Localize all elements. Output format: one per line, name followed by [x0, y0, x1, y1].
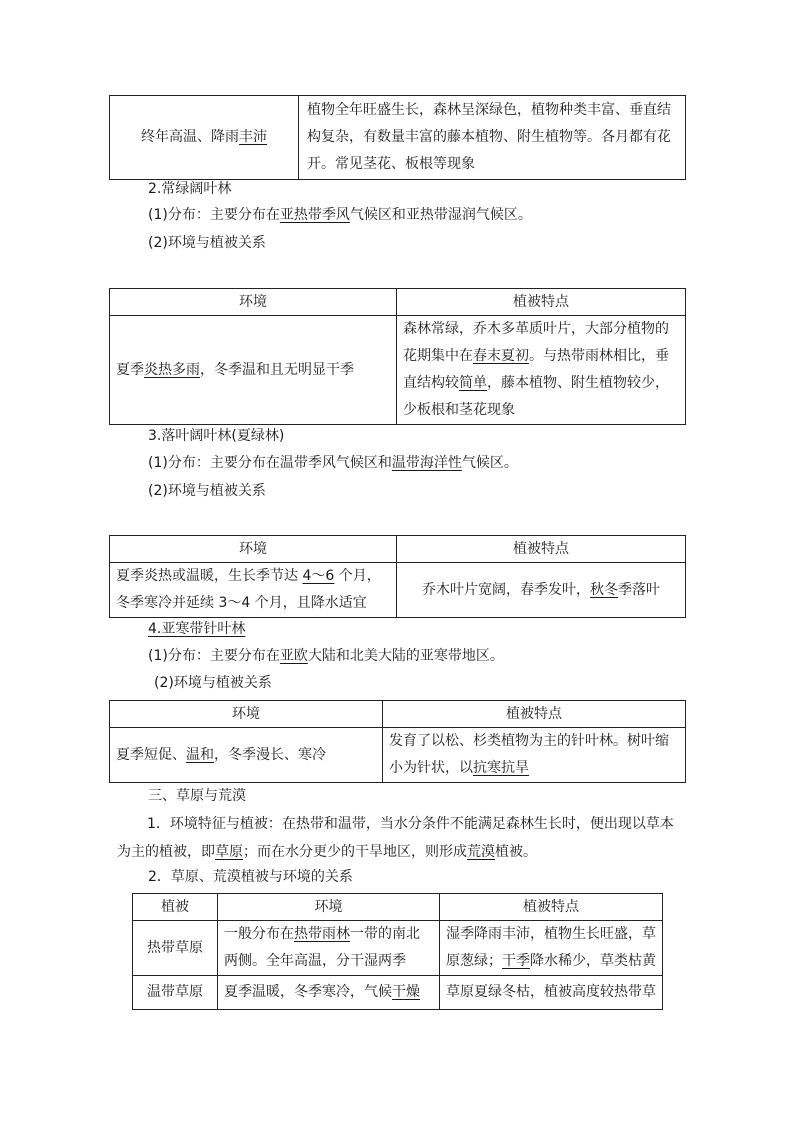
- env-text: 夏季短促、: [116, 746, 186, 763]
- taiga-table: [109, 700, 686, 783]
- para-text: ；而在水分更少的干旱地区，则形成: [243, 844, 467, 860]
- env-cell: [110, 316, 397, 425]
- veg-text: 季落叶: [618, 581, 660, 598]
- table-row: [110, 316, 686, 425]
- dist-underlined: 温带海洋性: [391, 455, 462, 471]
- evergreen-title: 2.常绿阔叶林: [148, 181, 232, 197]
- dist-text: 气候区和亚热带湿润气候区。: [349, 207, 532, 223]
- feature-cell: [440, 921, 663, 976]
- env-underlined: 炎热多雨: [144, 361, 200, 378]
- feature-text: 降水稀少，草类枯黄: [530, 953, 656, 969]
- taiga-relation: (2)环境与植被关系: [154, 675, 272, 691]
- para-underlined: 荒漠: [467, 844, 495, 860]
- header-env: 环境: [110, 701, 383, 728]
- veg-underlined: 抗寒抗旱: [473, 760, 529, 776]
- dist-text: (1)分布：主要分布在温带季风气候区和: [148, 455, 392, 471]
- para-text: 1．环境特征与植被：在热带和温带，当水分条件不能满足森林生长时，便出现以草本为主的植被，即: [117, 816, 674, 860]
- deciduous-title: 3.落叶阔叶林(夏绿林): [148, 428, 285, 444]
- env-text: 夏季温暖，冬季寒冷，气候: [224, 984, 392, 1000]
- env-underlined: 4～6: [302, 568, 335, 584]
- env-cell: [110, 563, 397, 618]
- header-veg: 植被特点: [383, 701, 686, 728]
- table-row: [133, 921, 663, 976]
- header-env: 环境: [110, 289, 397, 316]
- header-env: 环境: [110, 536, 397, 563]
- table-row: [110, 96, 686, 180]
- env-text: ，冬季温和且无明显干季: [200, 361, 354, 378]
- dist-text: 气候区。: [461, 455, 518, 471]
- dist-text: 大陆和北美大陆的亚寒带地区。: [307, 648, 504, 664]
- table-row: [110, 728, 686, 783]
- evergreen-table: [109, 288, 686, 425]
- taiga-title: [148, 619, 245, 639]
- env-text: ，冬季漫长、寒冷: [214, 746, 326, 763]
- section-title: 三、草原与荒漠: [148, 788, 246, 804]
- veg-text: ，藤本植物、附生植物较少，少板根和茎花现象: [403, 375, 669, 418]
- veg-cell: [397, 316, 686, 425]
- env-text: 个月，冬季寒冷并延续 3～4 个月，且降水适宜: [116, 568, 381, 611]
- table-header-row: [110, 536, 686, 563]
- table-row: [133, 976, 663, 1010]
- env-cell: [110, 728, 383, 783]
- env-text: 夏季炎热或温暖，生长季节达: [116, 568, 303, 584]
- env-cell: [218, 921, 440, 976]
- environment-paragraph: [117, 810, 683, 866]
- table-header-row: [110, 701, 686, 728]
- veg-cell: [397, 563, 686, 618]
- taiga-distribution: [148, 646, 504, 666]
- env-text: 一带的南北两侧。全年高温，分干湿两季: [224, 926, 420, 969]
- table-row: [110, 563, 686, 618]
- dist-underlined: 亚欧: [279, 648, 308, 664]
- veg-text: 乔木叶片宽阔，春季发叶，: [422, 581, 590, 598]
- table-header-row: [110, 289, 686, 316]
- feature-text: 湿季降雨丰沛，植物生长旺盛，草原葱绿；: [446, 926, 656, 969]
- header-veg: 植被: [133, 894, 218, 921]
- grassland-table: [132, 893, 663, 1010]
- veg-underlined: 简单: [459, 375, 487, 391]
- env-underlined: 丰沛: [239, 129, 267, 145]
- env-text: 终年高温、降雨: [141, 129, 239, 145]
- veg-underlined: 秋冬: [590, 581, 618, 598]
- env-text: 夏季: [116, 361, 144, 378]
- env-underlined: 热带雨林: [294, 926, 350, 942]
- env-cell: [110, 96, 299, 180]
- veg-cell: 植物全年旺盛生长，森林呈深绿色，植物种类丰富、垂直结构复杂，有数量丰富的藤本植物、附生植物等。各月都有花开。常见茎花、板根等现象: [299, 96, 686, 180]
- veg-text: 。与热带雨林相比，垂直结构较: [403, 348, 669, 391]
- veg-name-cell: 温带草原: [133, 976, 218, 1010]
- veg-cell: [383, 728, 686, 783]
- dist-text: (1)分布：主要分布在: [148, 648, 280, 664]
- env-text: 一般分布在: [224, 926, 294, 942]
- deciduous-distribution: [148, 453, 518, 473]
- para-text: 植被。: [495, 844, 537, 860]
- env-cell: [218, 976, 440, 1010]
- relation-heading: 2．草原、荒漠植被与环境的关系: [148, 869, 353, 885]
- feature-cell: 草原夏绿冬枯，植被高度较热带草: [440, 976, 663, 1010]
- rainforest-table: [109, 95, 686, 180]
- env-underlined: 干燥: [392, 984, 420, 1000]
- veg-text: 发育了以松、杉类植物为主的针叶林。树叶缩小为针状，以: [389, 733, 669, 776]
- table-header-row: [133, 894, 663, 921]
- evergreen-distribution: [148, 205, 532, 225]
- env-underlined: 温和: [186, 746, 214, 763]
- para-underlined: 草原: [215, 844, 243, 860]
- veg-name-cell: 热带草原: [133, 921, 218, 976]
- header-veg: 植被特点: [397, 289, 686, 316]
- taiga-title-text: 4.亚寒带针叶林: [148, 621, 246, 637]
- feature-underlined: 干季: [502, 953, 530, 969]
- dist-underlined: 亚热带季风: [279, 207, 350, 223]
- header-feature: 植被特点: [440, 894, 663, 921]
- dist-text: (1)分布：主要分布在: [148, 207, 280, 223]
- header-env: 环境: [218, 894, 440, 921]
- deciduous-relation: (2)环境与植被关系: [148, 483, 266, 499]
- header-veg: 植被特点: [397, 536, 686, 563]
- veg-text: 森林常绿，乔木多革质叶片，大部分植物的花期集中在: [403, 321, 669, 364]
- evergreen-relation: (2)环境与植被关系: [148, 235, 266, 251]
- veg-underlined: 春末夏初: [473, 348, 529, 364]
- deciduous-table: [109, 535, 686, 618]
